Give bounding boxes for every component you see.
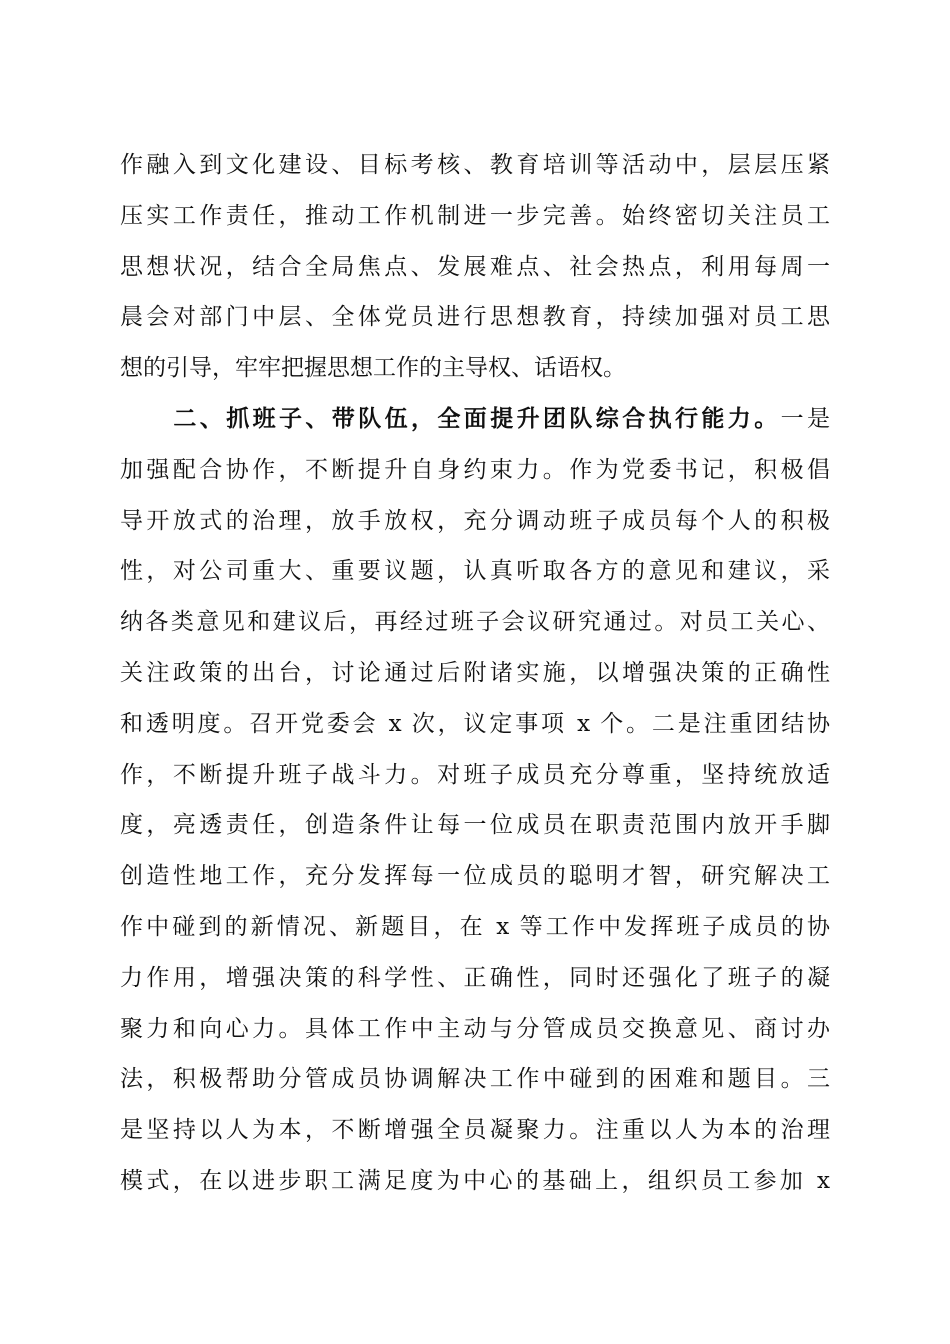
text-line: 模式，在以进步职工满足度为中心的基础上，组织员工参加 x bbox=[120, 1167, 830, 1194]
section-heading: 二、抓班子、带队伍，全面提升团队综合执行能力。 bbox=[170, 405, 781, 432]
text-line: 纳各类意见和建议后，再经过班子会议研究通过。对员工关心、 bbox=[120, 609, 830, 636]
text-line: 性，对公司重大、重要议题，认真听取各方的意见和建议，采 bbox=[120, 558, 830, 585]
text-line: 关注政策的出台，讨论通过后附诸实施，以增强决策的正确性 bbox=[120, 659, 830, 686]
text-line: 法，积极帮助分管成员协调解决工作中碰到的困难和题目。三 bbox=[120, 1066, 830, 1093]
heading-line-rest: 一是 bbox=[780, 405, 831, 432]
text-line: 是坚持以人为本，不断增强全员凝聚力。注重以人为本的治理 bbox=[120, 1117, 830, 1144]
text-line: 思想状况，结合全局焦点、发展难点、社会热点，利用每周一 bbox=[120, 253, 830, 280]
text-line: 力作用，增强决策的科学性、正确性，同时还强化了班子的凝 bbox=[120, 964, 830, 991]
text-line: 聚力和向心力。具体工作中主动与分管成员交换意见、商讨办 bbox=[120, 1015, 830, 1042]
text-line: 想的引导，牢牢把握思想工作的主导权、话语权。 bbox=[120, 355, 626, 382]
text-line: 度，亮透责任，创造条件让每一位成员在职责范围内放开手脚 bbox=[120, 812, 830, 839]
text-line: 作中碰到的新情况、新题目，在 x 等工作中发挥班子成员的协 bbox=[120, 913, 830, 940]
text-line: 创造性地工作，充分发挥每一位成员的聪明才智，研究解决工 bbox=[120, 863, 830, 890]
text-line: 和透明度。召开党委会 x 次，议定事项 x 个。二是注重团结协 bbox=[120, 710, 830, 737]
text-line: 晨会对部门中层、全体党员进行思想教育，持续加强对员工思 bbox=[120, 304, 830, 331]
text-line: 导开放式的治理，放手放权，充分调动班子成员每个人的积极 bbox=[120, 507, 830, 534]
text-line: 压实工作责任，推动工作机制进一步完善。始终密切关注员工 bbox=[120, 202, 830, 229]
text-line: 加强配合协作，不断提升自身约束力。作为党委书记，积极倡 bbox=[120, 456, 830, 483]
text-line: 作，不断提升班子战斗力。对班子成员充分尊重，坚持统放适 bbox=[120, 761, 830, 788]
text-line: 作融入到文化建设、目标考核、教育培训等活动中，层层压紧 bbox=[120, 152, 830, 178]
section-heading-line bbox=[120, 394, 830, 445]
document-body bbox=[120, 140, 830, 1207]
